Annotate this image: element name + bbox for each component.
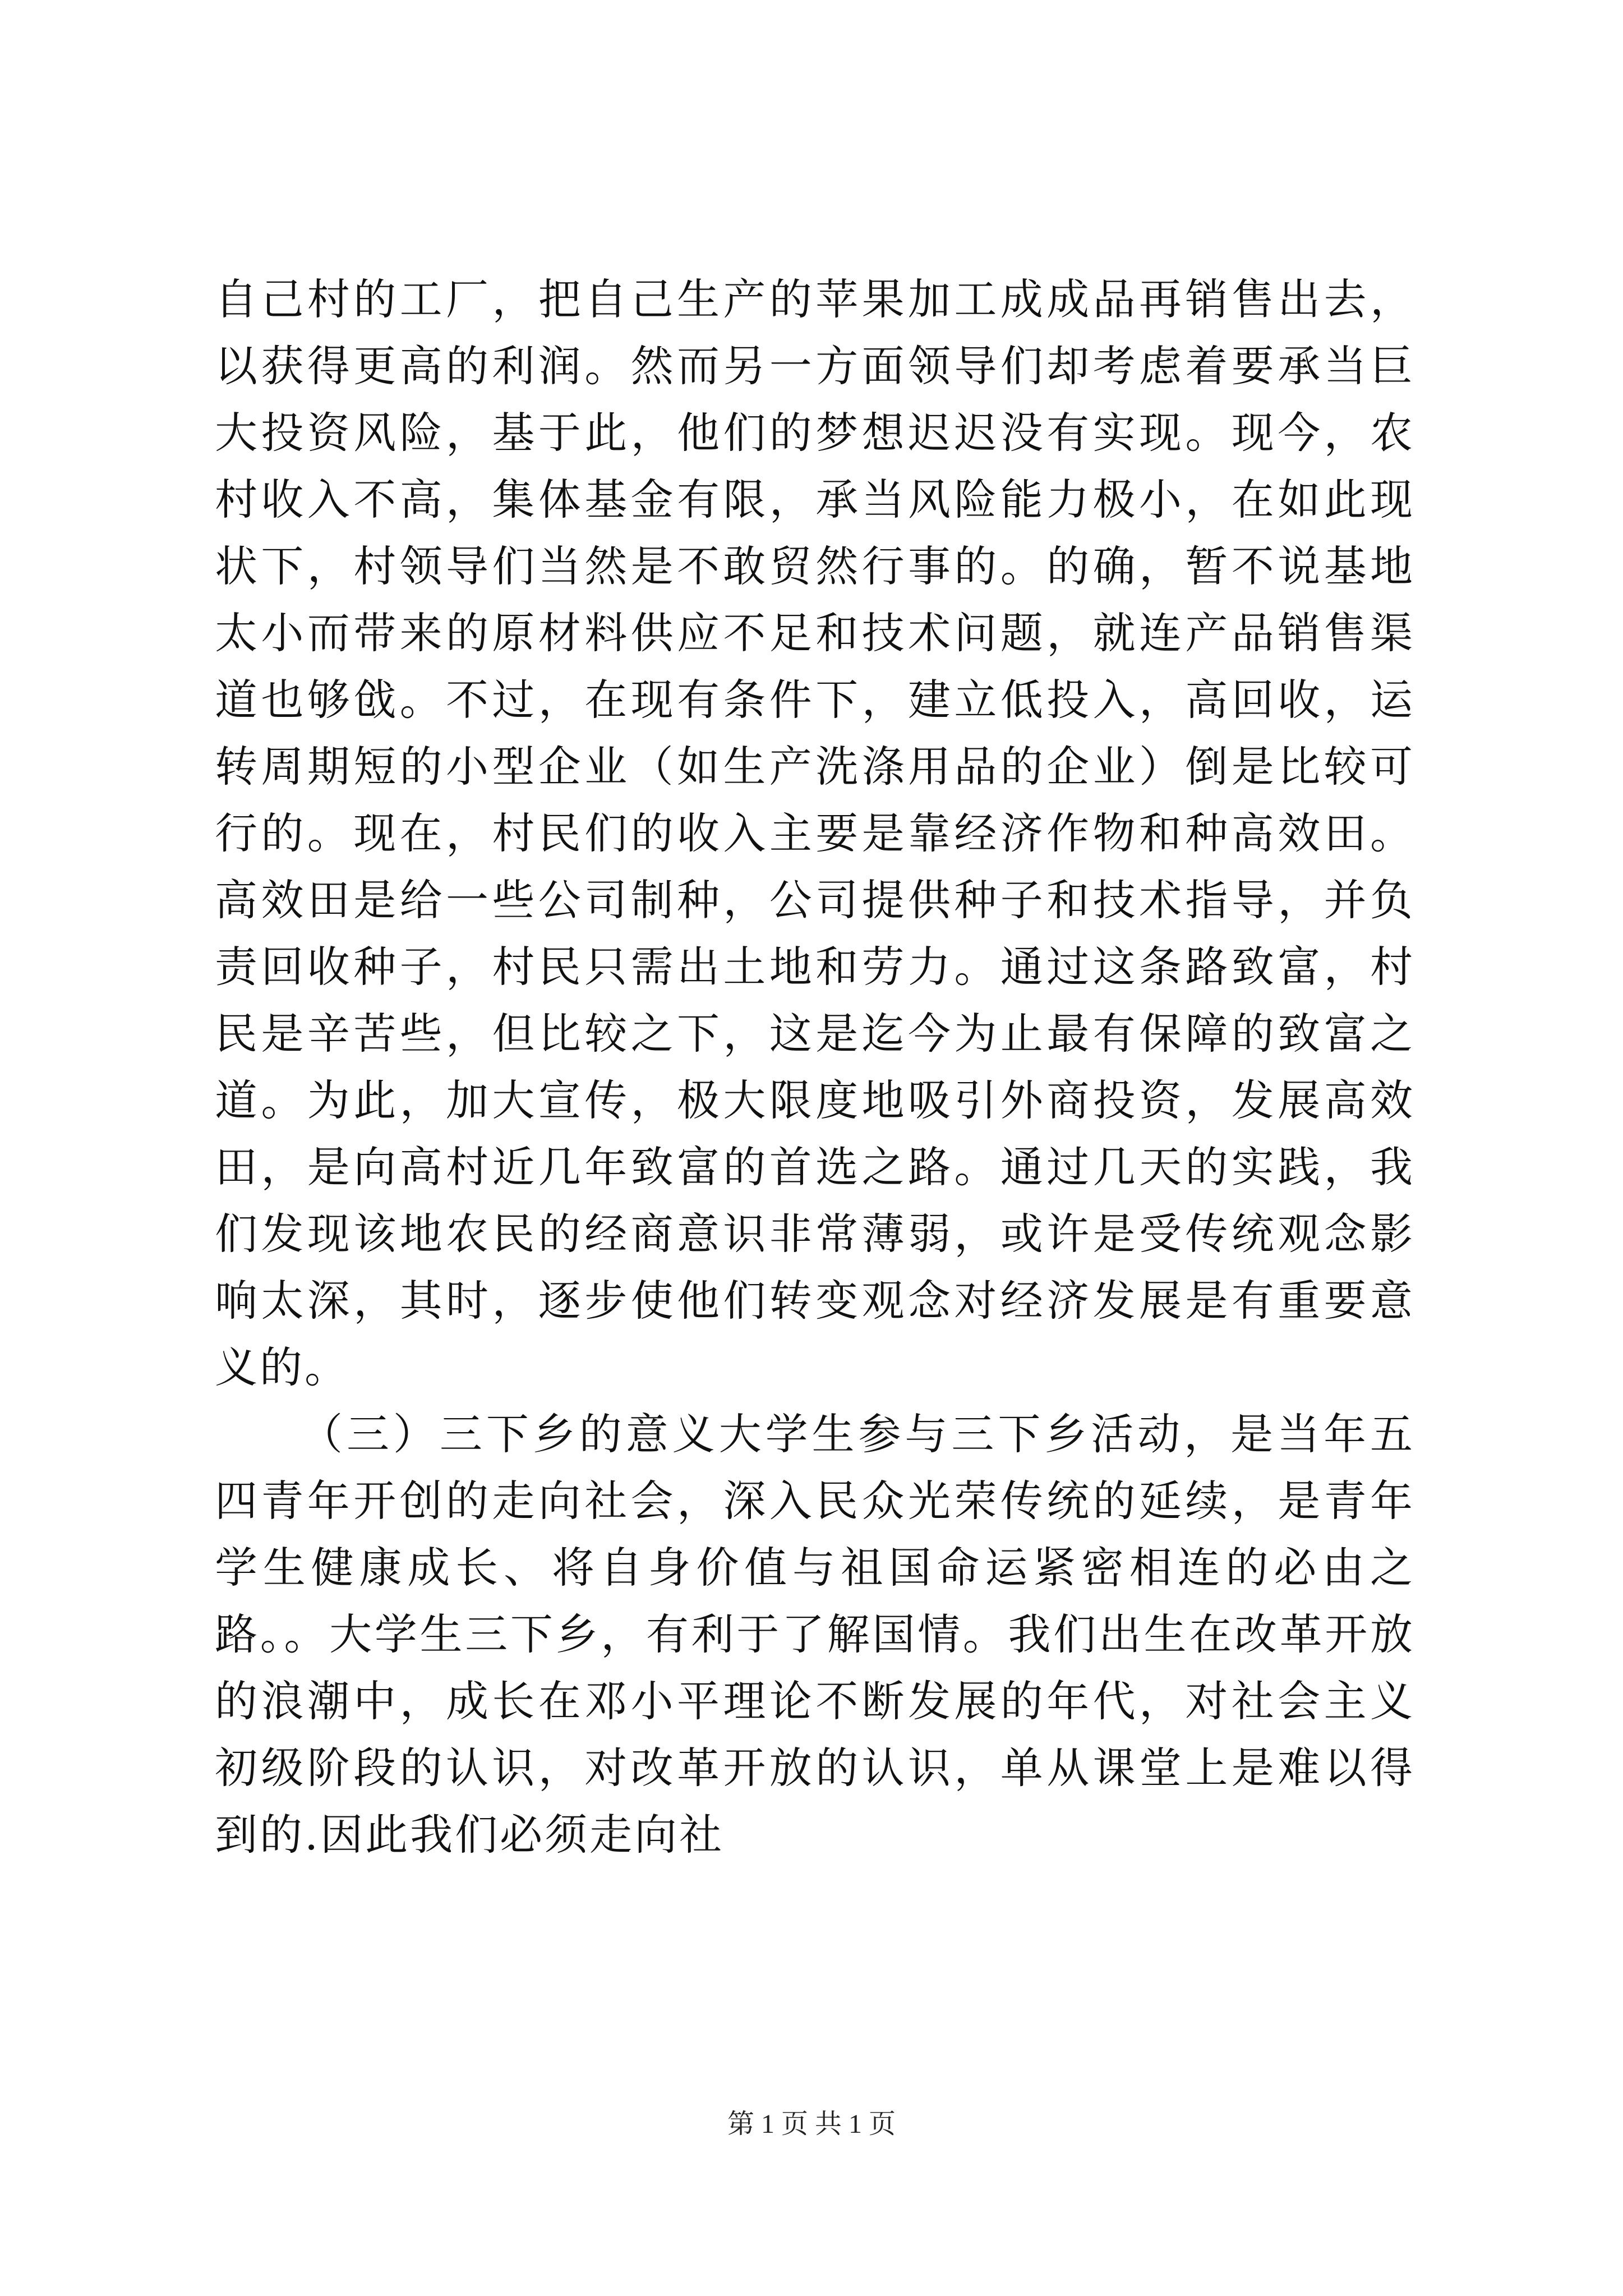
document-body [215,266,1415,1868]
page-number-footer: 第 1 页 共 1 页 [727,2109,896,2139]
body-paragraph: （三）三下乡的意义大学生参与三下乡活动，是当年五四青年开创的走向社会，深入民众光荣传统的延续，是青年学生健康成长、将自身价值与祖国命运紧密相连的必由之路。。大学生三下乡，有利于了解国情。我们出生在改革开放的浪潮中，成长在邓小平理论不断发展的年代，对社会主义初级阶段的认识，对改革开放的认识，单从课堂上是难以得到的.因此我们必须走向社 [215,1409,1415,1860]
body-paragraph: 自己村的工厂，把自己生产的苹果加工成成品再销售出去，以获得更高的利润。然而另一方面领导们却考虑着要承当巨大投资风险，基于此，他们的梦想迟迟没有实现。现今，农村收入不高，集体基金有限，承当风险能力极小，在如此现状下，村领导们当然是不敢贸然行事的。的确，暂不说基地太小而带来的原材料供应不足和技术问题，就连产品销售渠道也够戗。不过，在现有条件下，建立低投入，高回收，运转周期短的小型企业（如生产洗涤用品的企业）倒是比较可行的。现在，村民们的收入主要是靠经济作物和种高效田。高效田是给一些公司制种，公司提供种子和技术指导，并负责回收种子，村民只需出土地和劳力。通过这条路致富，村民是辛苦些，但比较之下，这是迄今为止最有保障的致富之道。为此，加大宣传，极大限度地吸引外商投资，发展高效田，是向高村近几年致富的首选之路。通过几天的实践，我们发现该地农民的经商意识非常薄弱，或许是受传统观念影响太深，其时，逐步使他们转变观念对经济发展是有重要意义的。 [215,274,1415,1392]
